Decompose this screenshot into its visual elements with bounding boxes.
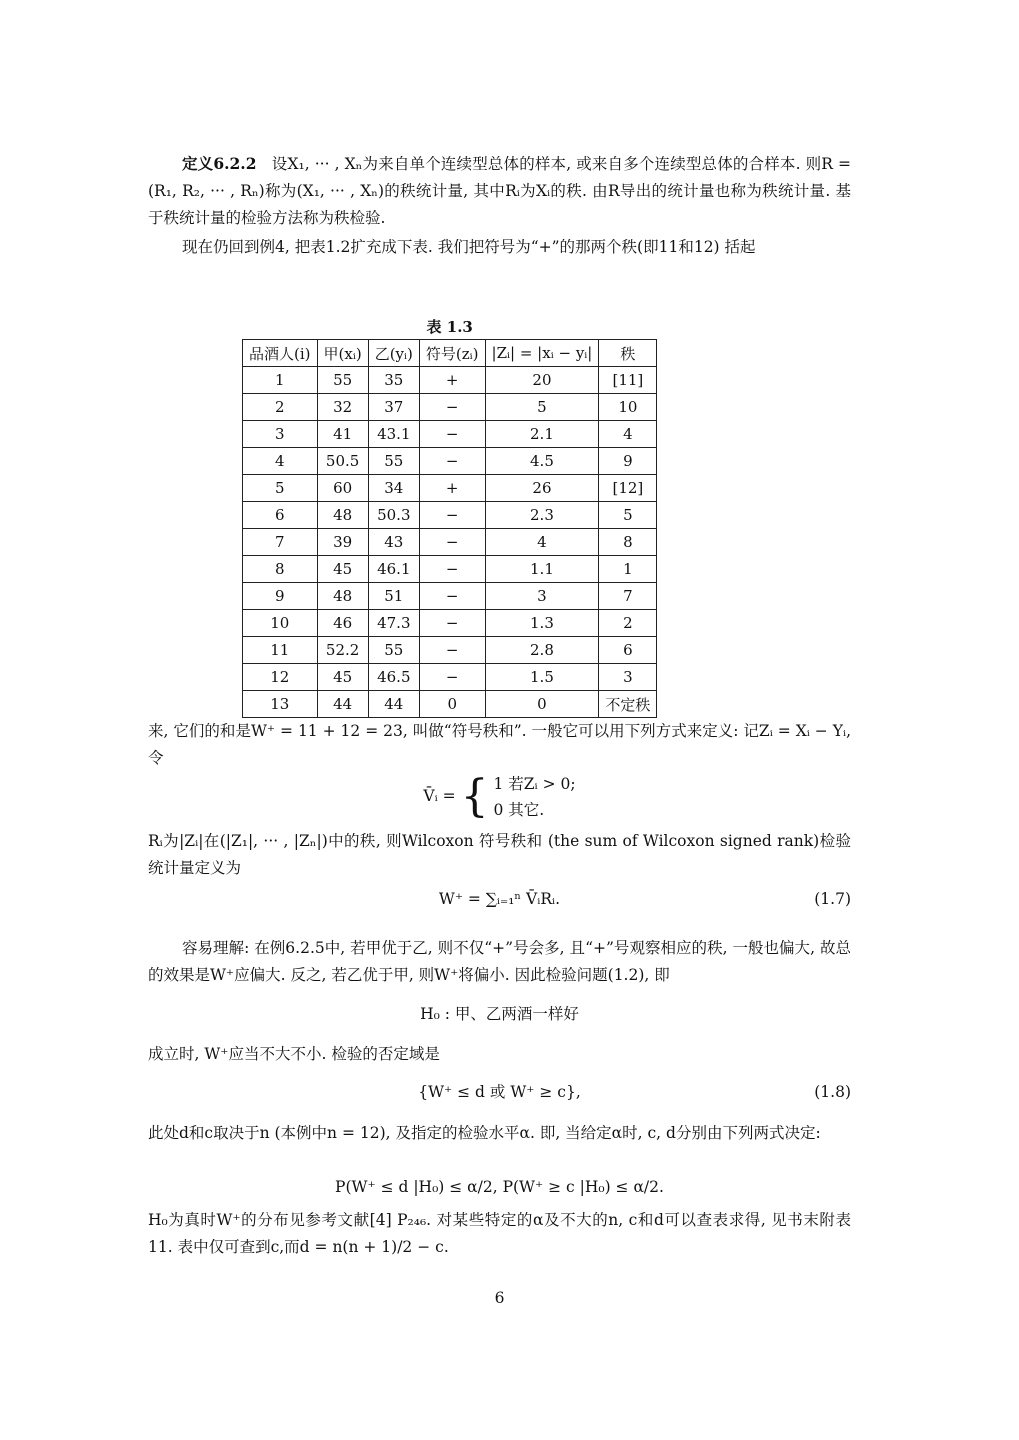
table-cell: 10 [599, 394, 657, 421]
table-cell: − [419, 637, 485, 664]
table-cell: 46.1 [368, 556, 419, 583]
table-row [243, 583, 657, 610]
table-cell: 55 [368, 448, 419, 475]
table-cell: 34 [368, 475, 419, 502]
table-cell: 2.8 [485, 637, 599, 664]
table-row [243, 691, 657, 718]
table-row [243, 448, 657, 475]
table-cell: 2.3 [485, 502, 599, 529]
table-cell: 6 [243, 502, 318, 529]
table-cell: 43 [368, 529, 419, 556]
table-cell: 9 [243, 583, 318, 610]
paragraph: 现在仍回到例4, 把表1.2扩充成下表. 我们把符号为“+”的那两个秩(即11和12) 括起 [182, 238, 756, 256]
table-cell: 46.5 [368, 664, 419, 691]
table-cell: 45 [317, 664, 368, 691]
table-cell: 不定秩 [599, 691, 657, 718]
table-row [243, 421, 657, 448]
table-cell: 32 [317, 394, 368, 421]
table-row [243, 610, 657, 637]
table-cell: 5 [485, 394, 599, 421]
probability-equation: P(W⁺ ≤ d |H₀) ≤ α/2, P(W⁺ ≥ c |H₀) ≤ α/2. [335, 1178, 664, 1196]
table-cell: 41 [317, 421, 368, 448]
table-cell: 5 [599, 502, 657, 529]
table-cell: 35 [368, 367, 419, 394]
table-cell: 43.1 [368, 421, 419, 448]
cases-lhs: V̄ᵢ = [423, 787, 456, 805]
table-cell: |Zᵢ| = |xᵢ − yᵢ| [485, 340, 599, 367]
table-cell: 乙(yᵢ) [368, 340, 419, 367]
equation-1-7: W⁺ = ∑ᵢ₌₁ⁿ V̄ᵢRᵢ. [438, 890, 561, 908]
paragraph: 容易理解: 在例6.2.5中, 若甲优于乙, 则不仅“+”号会多, 且“+”号观察相应的秩, 一般也偏大, 故总的效果是W⁺应偏大. 反之, 若乙优于甲, 则W⁺将偏小. 因此检验问题(1.2), 即 [148, 939, 851, 984]
table-cell: 4 [599, 421, 657, 448]
table-cell: 甲(xᵢ) [317, 340, 368, 367]
paragraph: 此处d和c取决于n (本例中n = 12), 及指定的检验水平α. 即, 当给定α时, c, d分别由下列两式决定: [148, 1124, 821, 1142]
table-cell: 44 [317, 691, 368, 718]
table-row [243, 475, 657, 502]
table-cell: 符号(zᵢ) [419, 340, 485, 367]
case-1: 1 若Zᵢ > 0; [493, 775, 576, 793]
table-cell: 1.1 [485, 556, 599, 583]
table-cell: 4 [243, 448, 318, 475]
equation-number: (1.7) [814, 890, 851, 908]
table-cell: 50.3 [368, 502, 419, 529]
table-header-row [243, 340, 657, 367]
cases-equation [148, 768, 851, 824]
table-cell: 2 [243, 394, 318, 421]
table-cell: 0 [485, 691, 599, 718]
paragraph: 成立时, W⁺应当不大不小. 检验的否定域是 [148, 1045, 440, 1063]
table-cell: 9 [599, 448, 657, 475]
table-cell: 52.2 [317, 637, 368, 664]
table-cell: 37 [368, 394, 419, 421]
table-cell: 1.3 [485, 610, 599, 637]
table-cell: 60 [317, 475, 368, 502]
table-cell: + [419, 367, 485, 394]
table-cell: − [419, 583, 485, 610]
table-cell: 4 [485, 529, 599, 556]
table-cell: 26 [485, 475, 599, 502]
table-row [243, 394, 657, 421]
table-cell: 20 [485, 367, 599, 394]
table-cell: 51 [368, 583, 419, 610]
table-cell: 7 [243, 529, 318, 556]
table-cell: 6 [599, 637, 657, 664]
table-cell: 秩 [599, 340, 657, 367]
paragraph: 来, 它们的和是W⁺ = 11 + 12 = 23, 叫做“符号秩和”. 一般它可以用下列方式来定义: 记Zᵢ = Xᵢ − Yᵢ, 令 [148, 722, 851, 767]
table-cell: − [419, 529, 485, 556]
table-cell: 8 [599, 529, 657, 556]
table-cell: 3 [599, 664, 657, 691]
table-cell: [12] [599, 475, 657, 502]
table-cell: 1 [243, 367, 318, 394]
table-row [243, 529, 657, 556]
rank-table [242, 316, 657, 718]
paragraph: Rᵢ为|Zᵢ|在(|Z₁|, ··· , |Zₙ|)中的秩, 则Wilcoxon 符号秩和 (the sum of Wilcoxon signed rank)检验统计量定义为 [148, 832, 851, 877]
equation-number: (1.8) [814, 1083, 851, 1101]
paragraph: H₀为真时W⁺的分布见参考文献[4] P₂₄₆. 对某些特定的α及不大的n, c和d可以查表求得, 见书末附表11. 表中仅可查到c,而d = n(n + 1)/2 − c. [148, 1211, 851, 1256]
definition-text: 设X₁, ··· , Xₙ为来自单个连续型总体的样本, 或来自多个连续型总体的合样本. 则R = (R₁, R₂, ··· , Rₙ)称为(X₁, ··· , Xₙ)的秩统计量, 其中Rᵢ为Xᵢ的秩. 由R导出的统计量也称为秩统计量. 基于秩统计量的检验方法称为秩检验. [148, 155, 852, 227]
table-cell: 3 [485, 583, 599, 610]
table-cell: 50.5 [317, 448, 368, 475]
table-cell: − [419, 421, 485, 448]
table-cell: − [419, 448, 485, 475]
table-row [243, 664, 657, 691]
table-cell: 44 [368, 691, 419, 718]
table-caption: 表 1.3 [426, 318, 473, 336]
definition-label: 定义6.2.2 [182, 154, 257, 173]
table-cell: 1.5 [485, 664, 599, 691]
table-cell: 45 [317, 556, 368, 583]
table-cell: 12 [243, 664, 318, 691]
table-cell: 0 [419, 691, 485, 718]
table-cell: 1 [599, 556, 657, 583]
table-cell: − [419, 610, 485, 637]
table-cell: 2 [599, 610, 657, 637]
table-cell: 8 [243, 556, 318, 583]
table-row [243, 637, 657, 664]
table-cell: − [419, 394, 485, 421]
page-number: 6 [494, 1289, 505, 1307]
table-cell: 11 [243, 637, 318, 664]
table-cell: 2.1 [485, 421, 599, 448]
table-cell: 47.3 [368, 610, 419, 637]
table-row [243, 556, 657, 583]
table-cell: 13 [243, 691, 318, 718]
table-cell: 品酒人(i) [243, 340, 318, 367]
table-cell: + [419, 475, 485, 502]
table-cell: 5 [243, 475, 318, 502]
table-cell: 55 [317, 367, 368, 394]
brace: { [460, 771, 489, 822]
table-cell: − [419, 556, 485, 583]
table-cell: [11] [599, 367, 657, 394]
table-cell: 39 [317, 529, 368, 556]
table-cell: 3 [243, 421, 318, 448]
table-cell: − [419, 502, 485, 529]
table-row [243, 502, 657, 529]
table-row [243, 367, 657, 394]
table-cell: 4.5 [485, 448, 599, 475]
table-cell: 46 [317, 610, 368, 637]
case-2: 0 其它. [493, 801, 545, 819]
table-cell: 48 [317, 502, 368, 529]
equation-1-8: {W⁺ ≤ d 或 W⁺ ≥ c}, [418, 1083, 581, 1101]
table-cell: 7 [599, 583, 657, 610]
table-cell: 48 [317, 583, 368, 610]
definition-paragraph [148, 150, 851, 232]
hypothesis: H₀ : 甲、乙两酒一样好 [420, 1005, 579, 1023]
table-cell: 10 [243, 610, 318, 637]
table-cell: 55 [368, 637, 419, 664]
table-cell: − [419, 664, 485, 691]
